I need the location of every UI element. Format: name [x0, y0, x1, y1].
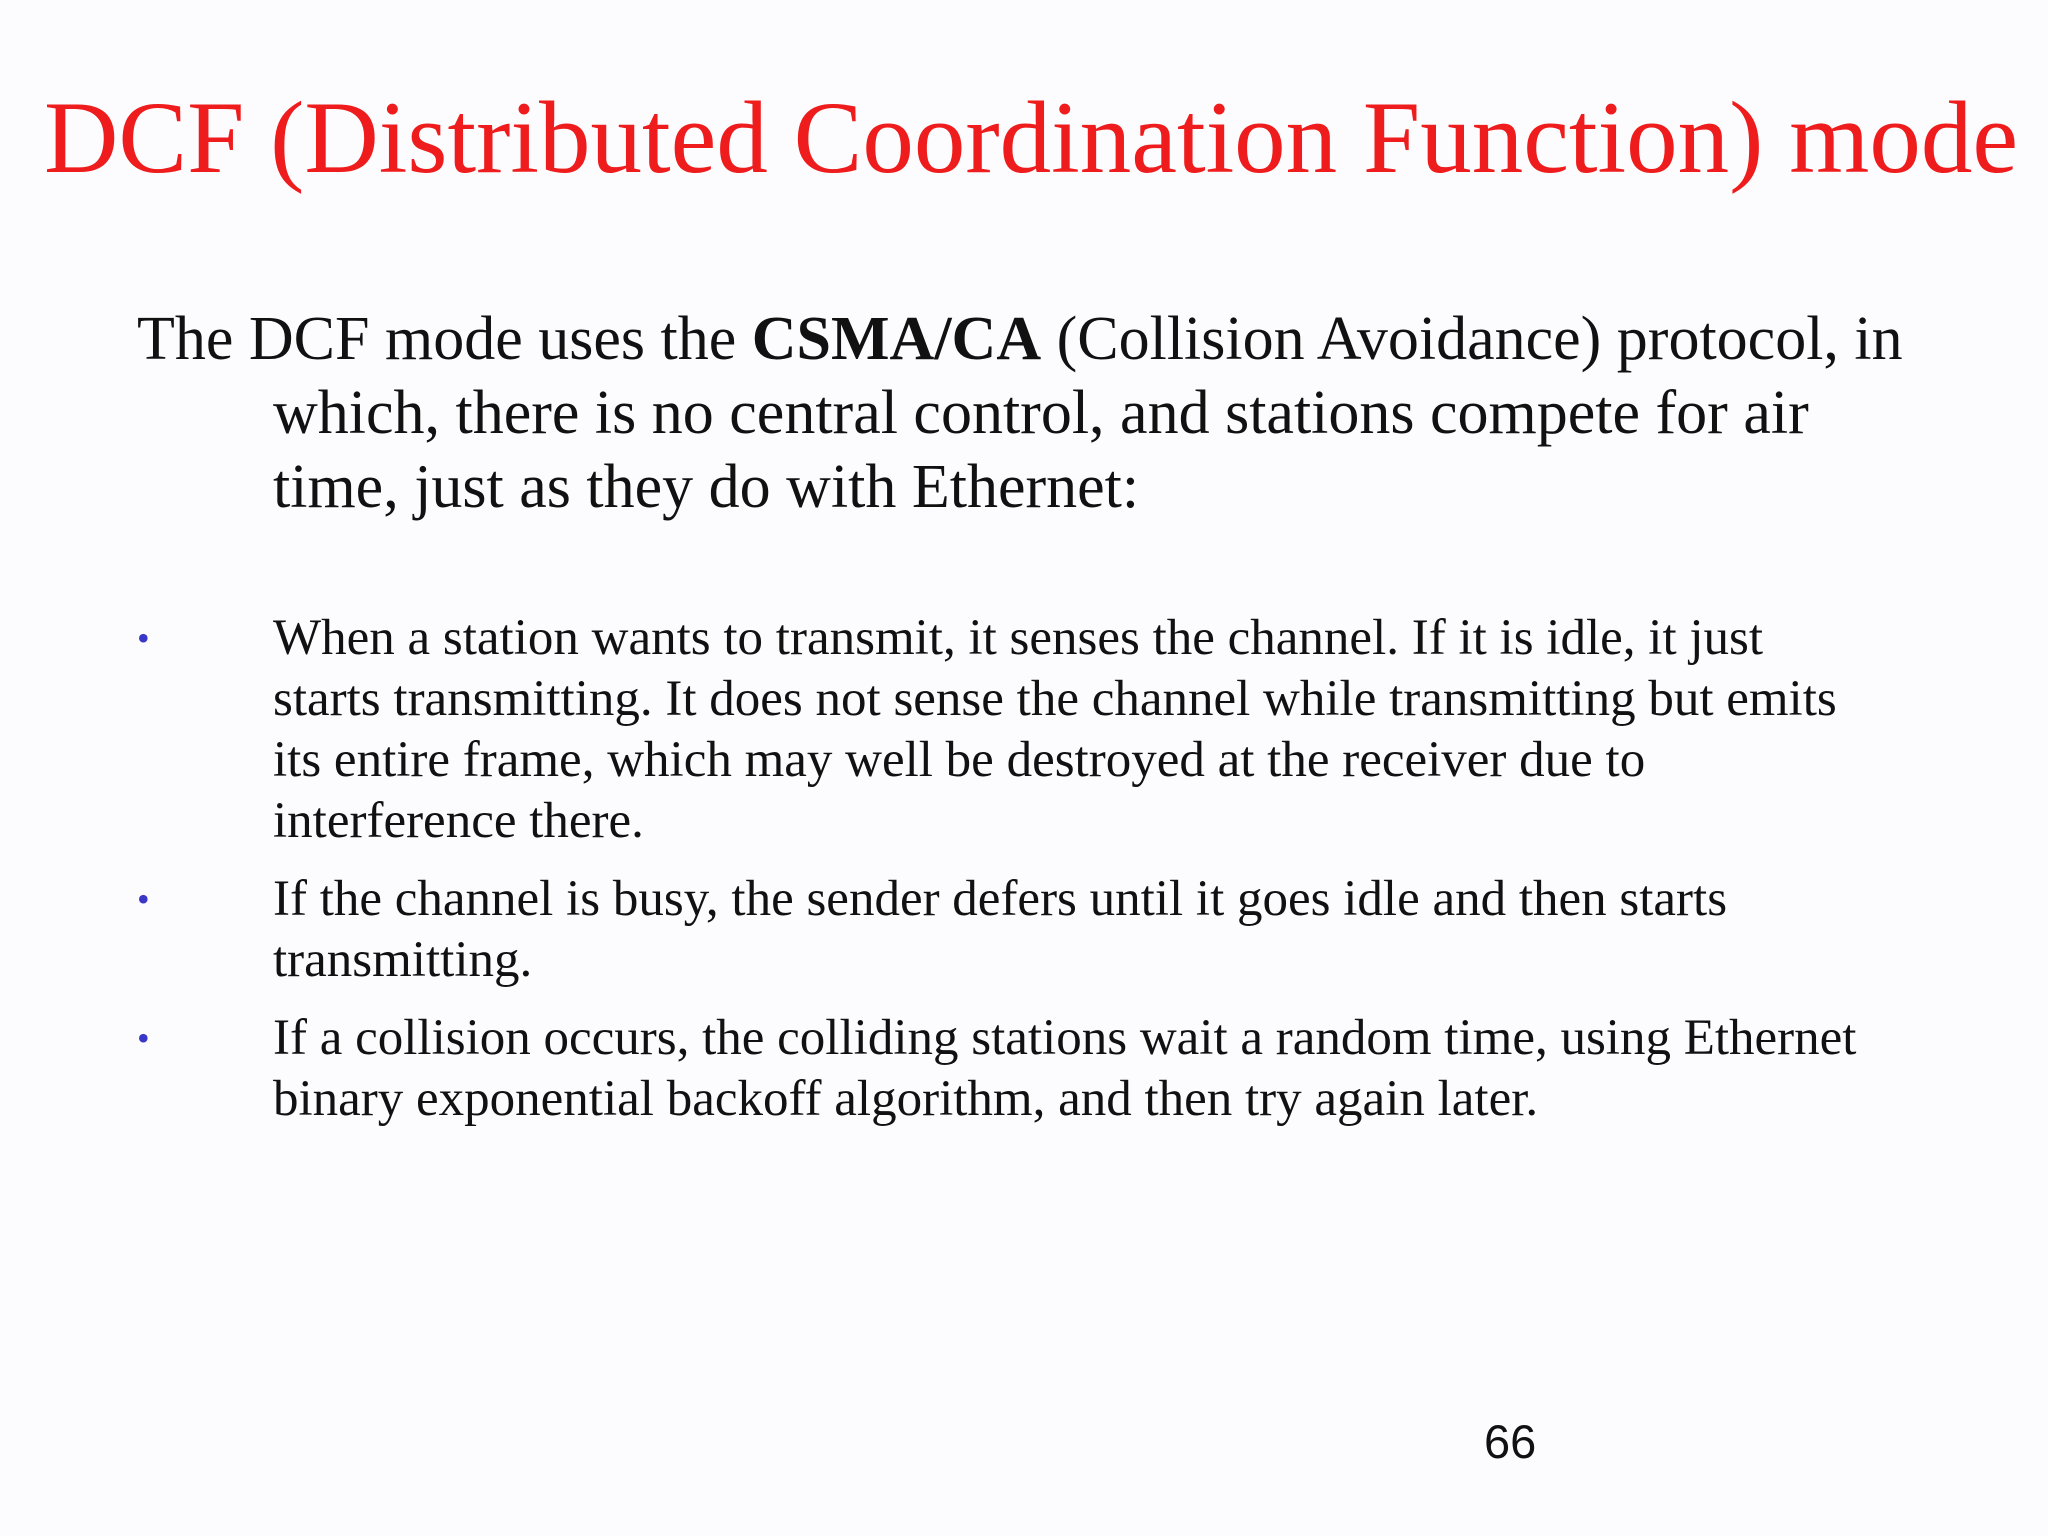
bullet-marker-3: • — [137, 1018, 150, 1058]
intro-text-before: The DCF mode uses the — [137, 305, 752, 373]
bullet-text-2: If the channel is busy, the sender defers until it goes idle and then starts transmitting. — [273, 871, 1728, 988]
bullet-text-1: When a station wants to transmit, it senses the channel. If it is idle, it just starts transmitting. It does not sense the channel while transmitting but emits its entire frame, which may well be destroyed at the receiver due to interference there. — [273, 610, 1837, 849]
intro-text-after: (Collision Avoidance) protocol, in which, there is no central control, and stations compete for air time, just as they do with Ethernet: — [273, 305, 1903, 521]
bullet-item-2 — [137, 869, 1877, 991]
bullet-text-3: If a collision occurs, the colliding stations wait a random time, using Ethernet binary exponential backoff algorithm, and then try again later. — [273, 1010, 1857, 1127]
bullet-marker-1: • — [137, 618, 150, 658]
page-number: 66 — [1484, 1415, 1537, 1468]
intro-bold-term: CSMA/CA — [751, 305, 1042, 373]
bullet-list — [137, 608, 1877, 1147]
bullet-item-3 — [137, 1008, 1877, 1130]
bullet-marker-2: • — [137, 879, 150, 919]
bullet-item-1 — [137, 608, 1877, 852]
intro-paragraph — [137, 302, 1933, 524]
slide-title: DCF (Distributed Coordination Function) mode — [44, 81, 2019, 195]
